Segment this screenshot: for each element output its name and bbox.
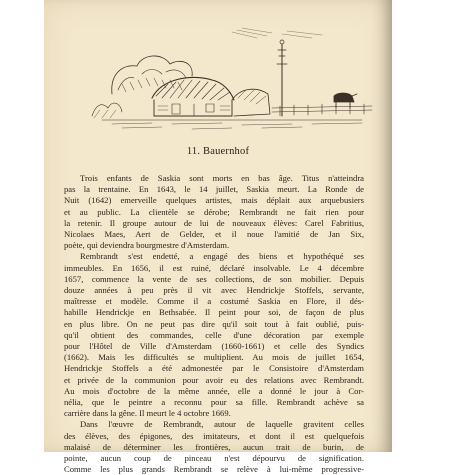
text-line: 1657, commence la vente de ses collections, de son mobilier. Depuis <box>64 273 364 284</box>
text-line: Rembrandt s'est endetté, a engagé des biens et hypothéqué ses <box>80 251 364 262</box>
text-line: malaisé de déterminer les frontières, aucun trait de burin, de <box>64 441 364 452</box>
text-line: Comme les plus grands Rembrandt se relève à lui-même progressive- <box>64 464 364 475</box>
text-line: pointe, aucun coup de pinceau n'est dépourvu de signification. <box>64 453 364 464</box>
paragraph <box>64 173 364 251</box>
text-line: la retenir. Il groupe autour de lui de nouveaux élèves: Carel Fabritius, <box>64 217 364 228</box>
text-line: nélia, que le peintre a reconnu pour sa fille. Rembrandt achève sa <box>64 397 364 408</box>
text-line: immeubles. En 1656, il est ruiné, déclaré insolvable. Le 4 décembre <box>64 262 364 273</box>
text-line: en plus libre. On ne peut pas dire qu'il soit tout à fait oublié, puis- <box>64 318 364 329</box>
text-line: et privée de la communion pour avoir eu des relations avec Rembrandt. <box>64 374 364 385</box>
text-line: qu'il obtient des commandes, celle d'une décoration par exemple <box>64 329 364 340</box>
paragraph <box>64 419 364 475</box>
text-line: maîtresse et modèle. Comme il a costumé Saskia en Flore, il dés- <box>64 296 364 307</box>
text-line: pour l'Hôtel de Ville d'Amsterdam (1660-1661) et celle des Syndics <box>64 341 364 352</box>
paragraph <box>64 251 364 419</box>
text-line: des élèves, des épigones, des imitateurs, et dont il est quelquefois <box>64 430 364 441</box>
body-text <box>64 173 364 475</box>
farmhouse-etching-illustration <box>82 24 382 134</box>
text-line: douze années à peu près il vit avec Hendrickje Stoffels, servante, <box>64 285 364 296</box>
text-line: habille Hendrickje en Bethsabée. Il peint pour soi, de façon de plus <box>64 307 364 318</box>
text-line: Nicolaes Maes, Aert de Gelder, et il noue l'amitié de Jan Six, <box>64 229 364 240</box>
text-line: Dans l'œuvre de Rembrandt, autour de laquelle gravitent celles <box>80 419 364 430</box>
text-line: et au public. La clientèle se dérobe; Rembrandt ne fait rien pour <box>64 206 364 217</box>
text-line: carrière dans la gêne. Il meurt le 4 octobre 1669. <box>64 408 231 419</box>
illustration-caption: 11. Bauernhof <box>186 146 250 157</box>
text-line: poète, qui deviendra bourgmestre d'Amsterdam. <box>64 240 230 251</box>
text-line: Au mois d'octobre de la même année, elle a donné le jour à Cor- <box>64 385 364 396</box>
book-page <box>44 0 392 475</box>
text-line: (1662). Mais les difficultés se multiplient. Au mois de juillet 1654, <box>64 352 364 363</box>
text-line: Nuit (1642) emerveille quelques artistes, mais déplait aux arquebusiers <box>64 195 364 206</box>
text-line: Hendrickje Stoffels a été admonestée par le Consistoire d'Amsterdam <box>64 363 364 374</box>
text-line: pas la trentaine. En 1643, le 14 juillet, Saskia meurt. La Ronde de <box>64 184 364 195</box>
text-line: Trois enfants de Saskia sont morts en bas âge. Titus n'atteindra <box>80 173 364 183</box>
